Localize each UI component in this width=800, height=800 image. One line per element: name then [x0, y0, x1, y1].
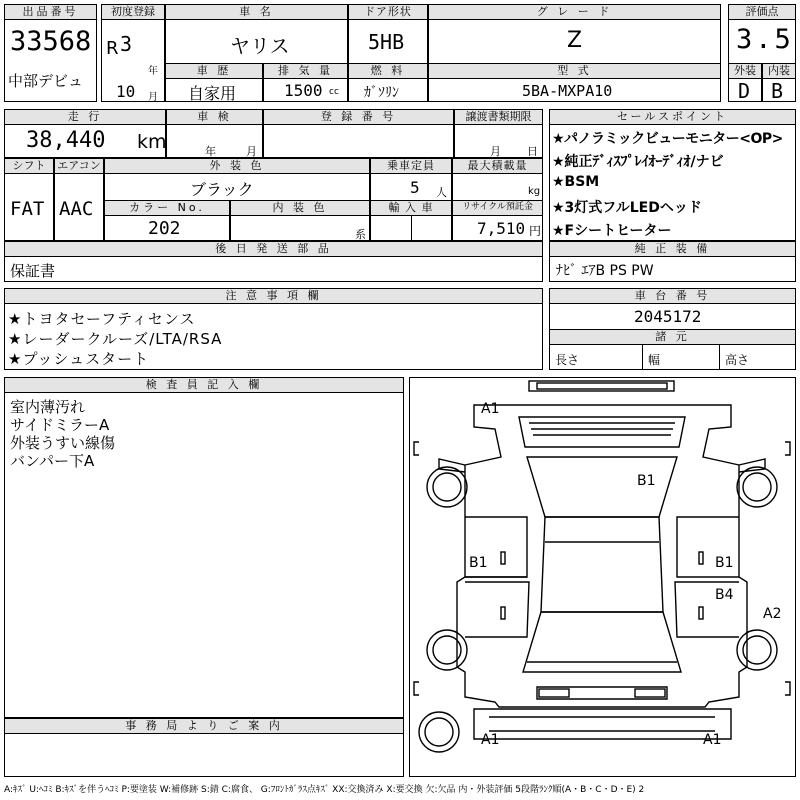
note-item: ★レーダークルーズ/LTA/RSA — [8, 330, 223, 348]
color-number: 202 — [148, 218, 181, 239]
sales-point: ★BSM — [552, 174, 600, 190]
mileage-header: 走 行 — [4, 109, 166, 125]
later-parts: 保証書 — [10, 262, 56, 280]
transfer-month-unit: 月 — [490, 145, 501, 158]
displacement-unit: cc — [329, 87, 339, 97]
registration-number-cell — [263, 124, 454, 158]
exterior-color: ブラック — [190, 180, 254, 199]
mark-hood: B1 — [637, 473, 656, 489]
capacity-unit: 人 — [436, 186, 447, 199]
interior-color-cell — [230, 215, 370, 241]
fuel: ｶﾞｿﾘﾝ — [364, 85, 399, 101]
car-damage-diagram — [409, 377, 796, 777]
sales-point: ★3灯式フルLEDヘッド — [552, 200, 702, 216]
aircon-header: エアコン — [54, 158, 104, 174]
recycle-deposit-unit: 円 — [529, 224, 542, 238]
shift-header: シフト — [4, 158, 54, 174]
lot-number-header: 出品番号 — [4, 4, 97, 20]
interior-grade-header: 内装 — [762, 63, 796, 79]
shift: FAT — [10, 198, 45, 220]
era: R — [106, 38, 119, 59]
import-header: 輸 入 車 — [370, 200, 452, 216]
width-label: 幅 — [648, 353, 661, 367]
inspector-note: 室内薄汚れ — [10, 398, 86, 416]
sales-point: ★パノラミックビューモニター<OP> — [552, 131, 783, 147]
left-rear-door — [465, 582, 529, 637]
mark-right-rear-door: B4 — [715, 587, 734, 603]
height-label: 高さ — [725, 353, 750, 367]
max-load-header: 最大積載量 — [452, 158, 543, 174]
score-header: 評価点 — [728, 4, 796, 20]
mark-rear-left: A1 — [481, 732, 500, 748]
office-info-cell — [4, 733, 404, 777]
note-item: ★プッシュスタート — [8, 350, 150, 368]
inspector-notes-header: 検 査 員 記 入 欄 — [4, 377, 404, 393]
mileage-unit: km — [137, 131, 167, 153]
month-unit: 月 — [148, 92, 158, 103]
interior-grade: B — [771, 79, 784, 103]
chassis-number: 2045172 — [634, 307, 702, 326]
mark-right-front-door: B1 — [715, 555, 734, 571]
sales-points-header: セールスポイント — [549, 109, 796, 125]
car-name: ヤリス — [230, 34, 290, 58]
note-item: ★トヨタセーフティセンス — [8, 310, 196, 328]
door-header: ドア形状 — [348, 4, 428, 20]
interior-color-unit: 系 — [355, 228, 366, 241]
capacity-header: 乗車定員 — [370, 158, 452, 174]
year-unit: 年 — [148, 66, 158, 77]
inspection-header: 車 検 — [166, 109, 263, 125]
grade-header: グ レ ー ド — [428, 4, 721, 20]
transfer-day-unit: 日 — [527, 145, 538, 158]
rear-window — [523, 612, 681, 672]
inspector-note: バンパー下A — [10, 452, 95, 470]
recycle-deposit-header: リサイクル預託金 — [452, 200, 543, 216]
dimensions-header: 諸 元 — [549, 329, 796, 345]
roof — [541, 517, 663, 612]
damage-legend: A:ｷｽﾞ U:ﾍｺﾐ B:ｷｽﾞを伴うﾍｺﾐ P:要塗装 W:補修跡 S:錆 C:腐食、 G:ﾌﾛﾝﾄｶﾞﾗｽ点ｷｽﾞ XX:交換済み X:要交換 欠:欠品 内・外装評価 5段階ﾗﾝｸ順(A・B・C・D・E) 2 — [4, 785, 645, 795]
exterior-grade-header: 外装 — [728, 63, 762, 79]
import-cell — [370, 215, 412, 241]
transfer-deadline-header: 譲渡書類期限 — [454, 109, 543, 125]
inspection-month-unit: 月 — [246, 145, 257, 158]
inspection-year-unit: 年 — [205, 145, 216, 158]
interior-color-header: 内 装 色 — [230, 200, 370, 216]
first-registration-header: 初度登録 — [101, 4, 165, 20]
era-year: 3 — [120, 32, 133, 56]
standard-equipment: ﾅﾋﾞ ｴｱB PS PW — [556, 263, 654, 279]
office-info-header: 事 務 局 よ り ご 案 内 — [4, 718, 404, 734]
rear-bumper — [474, 709, 731, 739]
notes-header: 注 意 事 項 欄 — [4, 288, 543, 304]
exterior-grade: D — [738, 79, 751, 103]
capacity: 5 — [410, 178, 420, 197]
model-code: 5BA-MXPA10 — [522, 82, 613, 100]
grade: Z — [567, 28, 583, 53]
displacement-header: 排 気 量 — [263, 63, 348, 79]
mark-left-front-door: B1 — [469, 555, 488, 571]
length-label: 長さ — [555, 353, 580, 367]
standard-equipment-header: 純 正 装 備 — [549, 241, 796, 257]
history-header: 車 歴 — [165, 63, 263, 79]
mark-front-left: A1 — [481, 401, 500, 417]
score: 3.5 — [736, 24, 794, 55]
door-type: 5HB — [368, 30, 405, 54]
sales-point: ★Fシートヒーター — [552, 223, 672, 239]
sales-point: ★純正ﾃﾞｨｽﾌﾟﾚｲｵｰﾃﾞｨｵ/ナビ — [552, 154, 724, 170]
mileage: 38,440 — [26, 128, 106, 153]
exterior-color-header: 外 装 色 — [104, 158, 370, 174]
chassis-number-header: 車 台 番 号 — [549, 288, 796, 304]
displacement: 1500 — [284, 81, 323, 100]
inspector-note: サイドミラーA — [10, 416, 110, 434]
car-name-header: 車 名 — [165, 4, 348, 20]
inspector-note: 外装うすい線傷 — [10, 434, 116, 452]
later-parts-cell — [4, 256, 543, 282]
lot-number: 33568 — [10, 26, 92, 57]
mark-rear-right: A1 — [703, 732, 722, 748]
registration-number-header: 登 録 番 号 — [263, 109, 454, 125]
aircon: AAC — [59, 198, 94, 220]
history: 自家用 — [188, 84, 237, 103]
auction-venue: 中部デビュ — [8, 72, 84, 90]
later-parts-header: 後 日 発 送 部 品 — [4, 241, 543, 257]
recycle-deposit: 7,510 — [477, 219, 526, 238]
mark-right-rear-fender: A2 — [763, 606, 782, 622]
import-cell-2 — [411, 215, 452, 241]
model-header: 型 式 — [428, 63, 721, 79]
registration-month: 10 — [116, 82, 136, 101]
max-load-unit: kg — [528, 186, 541, 197]
color-number-header: カラー No. — [104, 200, 230, 216]
fuel-header: 燃 料 — [348, 63, 428, 79]
